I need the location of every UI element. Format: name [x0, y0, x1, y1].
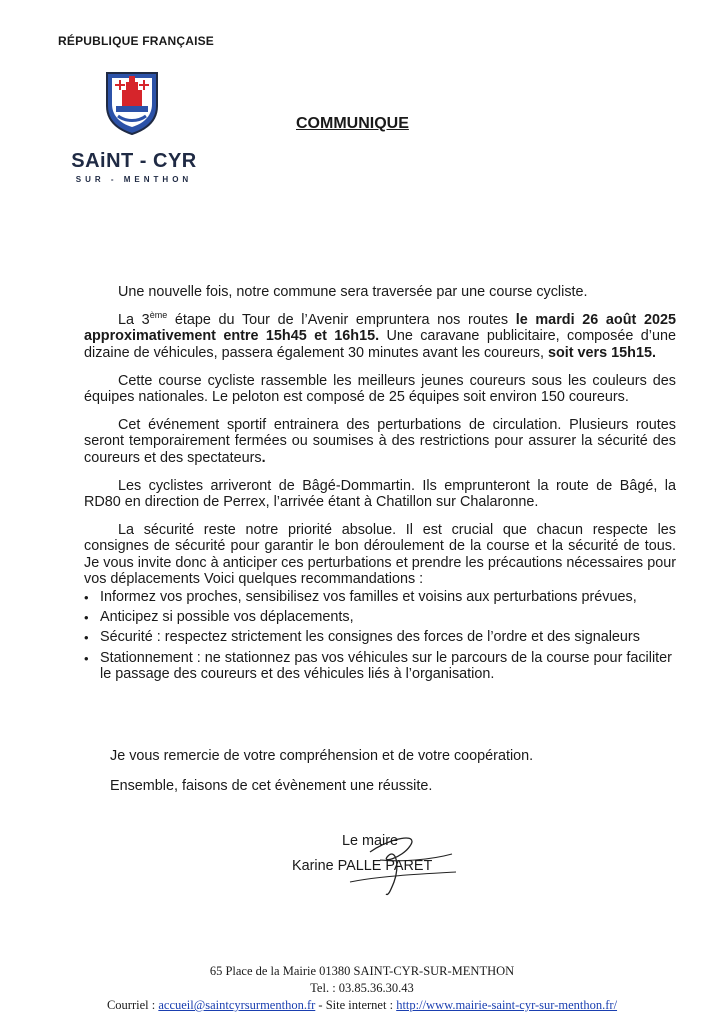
republic-label: RÉPUBLIQUE FRANÇAISE [58, 34, 215, 48]
closing-thanks: Je vous remercie de votre compréhension et de votre coopération. [110, 748, 534, 764]
footer-tel: Tel. : 03.85.36.30.43 [310, 981, 414, 995]
bullet-icon: • [84, 630, 89, 646]
signature-role: Le maire [342, 833, 398, 849]
recommendation-text: Stationnement : ne stationnez pas vos véhicules sur le parcours de la course pour faciliter le passage des coureurs et des véhicules liés à l’organisation. [100, 649, 672, 682]
communique-body [84, 284, 676, 686]
disruptions-text: Cet événement sportif entrainera des perturbations de circulation. Plusieurs routes seront temporairement fermées ou soumises à des restrictions pour assurer la sécurité des coureurs et des spectateurs [84, 417, 676, 466]
page-title: COMMUNIQUE [296, 115, 409, 132]
paragraph-stage [84, 312, 676, 361]
disruptions-period: . [261, 449, 266, 466]
stage-date-bold: le mardi 26 août 2025 approximativement entre 15h45 et 16h15. [84, 312, 676, 345]
email-link[interactable]: accueil@saintcyrsurmenthon.fr [158, 998, 316, 1012]
list-item [84, 629, 676, 646]
email-label: Courriel : [106, 998, 159, 1012]
caravan-time-bold: soit vers 15h15. [547, 344, 656, 361]
town-crest-icon [104, 70, 160, 136]
bullet-icon: • [84, 610, 89, 626]
paragraph-disruptions [84, 417, 676, 466]
recommendation-text: Informez vos proches, sensibilisez vos familles et voisins aux perturbations prévues, [100, 589, 637, 606]
bullet-icon: • [84, 650, 89, 666]
town-name: SAiNT - CYR [71, 150, 197, 172]
recommendations-list [84, 589, 676, 682]
stage-text-b: étape du Tour de l’Avenir empruntera nos routes [167, 312, 516, 329]
recommendation-text: Sécurité : respectez strictement les consignes des forces de l’ordre et des signaleurs [100, 629, 640, 646]
bullet-icon: • [84, 590, 89, 606]
paragraph-intro: Une nouvelle fois, notre commune sera traversée par une course cycliste. [118, 284, 588, 300]
footer-address: 65 Place de la Mairie 01380 SAINT-CYR-SUR-MENTHON [209, 964, 515, 978]
footer-contact [0, 998, 724, 1013]
stage-text-a: La 3 [118, 312, 150, 329]
paragraph-riders: Cette course cycliste rassemble les meilleurs jeunes coureurs sous les couleurs des équipes nationales. Le peloton est composé de 25 équipes soit environ 150 coureurs. [84, 372, 676, 406]
signature-name: Karine PALLE PARET [292, 858, 433, 874]
paragraph-safety: La sécurité reste notre priorité absolue. Il est crucial que chacun respecte les consignes de sécurité pour garantir le bon déroulement de la course et la sécurité de tous. Je vous invite donc à anticiper ces perturbations et prendre les précautions nécessaires pour vos déplacements Voici quelques recommandations : [84, 522, 676, 587]
recommendation-text: Anticipez si possible vos déplacements, [100, 609, 354, 626]
list-item [84, 589, 676, 606]
stage-sup: ème [149, 310, 168, 321]
list-item [84, 609, 676, 626]
site-label: - Site internet : [315, 998, 397, 1012]
closing-together: Ensemble, faisons de cet évènement une réussite. [110, 778, 433, 794]
town-subtitle: SUR - MENTHON [75, 175, 193, 184]
list-item [84, 649, 676, 682]
website-link[interactable]: http://www.mairie-saint-cyr-sur-menthon.fr/ [396, 998, 618, 1012]
stage-text-c: Une caravane publicitaire, composée d’une dizaine de véhicules, passera également 30 minutes avant les coureurs, [84, 328, 676, 361]
paragraph-route: Les cyclistes arriveront de Bâgé-Dommartin. Ils emprunteront la route de Bâgé, la RD80 en direction de Perrex, l’arrivée étant à Chatillon sur Chalaronne. [84, 477, 676, 511]
